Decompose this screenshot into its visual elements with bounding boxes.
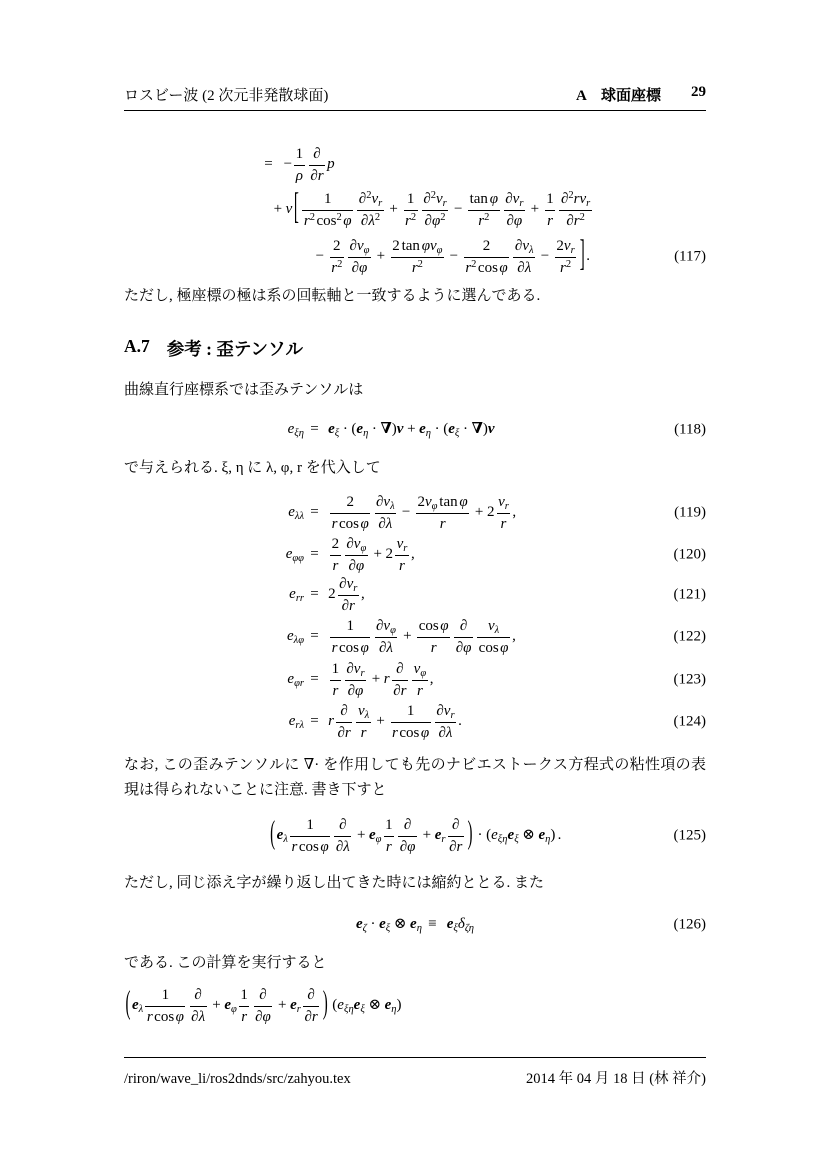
math-rhs: = 2 $\frac{\partial v_r}{\partial r}$ , [310, 575, 365, 614]
header-right [576, 84, 706, 105]
equation-block-119-124 [124, 491, 706, 743]
equation-number: (126) [673, 916, 706, 933]
math-lhs: $e_{\varphi r}$ [287, 671, 304, 690]
equation-124 [124, 701, 706, 743]
math-expression: ( $e_\lambda$ $\frac{1}{\text{r cos φ}}$ $\frac{\partial}{\partial\lambda}$ + $e_\varphi$ $\frac{1}{r}$ $\frac{\partial}{\partial\varphi}$ + $e_r$ $\frac{\partial}{\partial r}$ ) ( $e_{\xi\eta}$ $e_\xi$ ⊗ $e_\eta$ ) [125, 986, 402, 1025]
math-expression: + ν [ $\frac{1}{r^2 \cos^2 \varphi}$ $\frac{\partial^2v_r}{\partial\lambda^2}$ + $\frac{1}{r^2}$ $\frac{\partial^2v_r}{\partial\varphi^2}$ − $\frac{\text{tan φ}}{r^2}$ $\frac{\partial v_r}{\partial\varphi}$ + $\frac{1}{r}$ $\frac{\partial^2rv_r}{\partial r^2}$ [273, 188, 591, 229]
equation-number: (119) [674, 504, 706, 521]
equation-125-line [124, 812, 706, 860]
math-lhs: $e_{\lambda\varphi}$ [286, 628, 304, 647]
math-expression: − $\frac{2}{r^2}$ $\frac{\partial v_\varphi}{\partial\varphi}$ + $\frac{2 \tan \varphi v_\varphi}{r^2}$ − $\frac{2}{r^2 \cos \varphi}$ $\frac{\partial v_\lambda}{\partial\lambda}$ − $\frac{2v_r}{r^2}$ ] . [315, 235, 591, 276]
equation-118-line [124, 416, 706, 444]
math-expression: = − $\frac{1}{\rho}$ $\frac{\partial}{\partial r}$ p [264, 145, 335, 184]
math-lhs: $e_{r\lambda}$ [288, 713, 304, 732]
math-lhs: $e_{rr}$ [289, 586, 304, 605]
header-section-title: A 球面座標 [575, 88, 661, 104]
equation-117 [124, 144, 706, 280]
math-lhs: $e_{\varphi\varphi}$ [285, 546, 304, 565]
math-lhs: $e_{\xi\eta}$ [287, 421, 304, 440]
section-number: A.7 [124, 336, 150, 356]
equation-number: (125) [673, 827, 706, 844]
math-rhs: = $e_\xi$ · ( $e_\eta$ · ∇ ) v + $e_\eta$ · ( $e_\xi$ · ∇ ) v [310, 421, 495, 440]
paragraph-after-118: で与えられる. ξ, η に λ, φ, r を代入して [124, 460, 381, 476]
paragraph-after-117: ただし, 極座標の極は系の回転軸と一致するように選んである. [124, 288, 541, 304]
equation-number: (120) [673, 546, 706, 563]
equation-118 [124, 416, 706, 444]
equation-125 [124, 812, 706, 860]
equation-120 [124, 535, 706, 575]
math-rhs: = $\frac{2}{r}$ $\frac{\partial v_\varphi}{\partial\varphi}$ + 2 $\frac{v_r}{r}$ , [310, 535, 415, 574]
header-page-number: 29 [691, 84, 706, 100]
equation-126 [124, 911, 706, 939]
equation-number: (123) [673, 671, 706, 688]
math-rhs: = $\frac{1}{r}$ $\frac{\partial v_r}{\partial\varphi}$ + r $\frac{\partial}{\partial r}$ $\frac{v_\varphi}{r}$ , [310, 660, 434, 699]
equation-121 [124, 575, 706, 615]
paragraph-after-126: である. この計算を実行すると [124, 955, 327, 971]
math-rhs: = $\frac{1}{\text{r cos φ}}$ $\frac{\partial v_\varphi}{\partial\lambda}$ + $\frac{\text{cos φ}}{r}$ $\frac{\partial}{\partial\varphi}$ $\frac{v_\lambda}{\text{cos φ}}$ , [310, 617, 516, 656]
header-left-title: ロスビー波 (2 次元非発散球面) [124, 88, 329, 104]
math-expression: ( $e_\lambda$ $\frac{1}{\text{r cos φ}}$ $\frac{\partial}{\partial\lambda}$ + $e_\varphi$ $\frac{1}{r}$ $\frac{\partial}{\partial\varphi}$ + $e_r$ $\frac{\partial}{\partial r}$ ) · ( $e_{\xi\eta}$ $e_\xi$ ⊗ $e_\eta$ ) . [270, 816, 562, 855]
paragraph-before-125: なお, この歪みテンソルに ∇· を作用しても先のナビエストークス方程式の粘性項の表現は得られないことに注意. 書き下すと [124, 757, 706, 798]
equation-117-line-2 [124, 186, 706, 234]
page-header [124, 84, 706, 111]
page-footer [124, 1057, 706, 1088]
equation-number: (124) [673, 713, 706, 730]
math-lhs: $e_{\lambda\lambda}$ [288, 504, 304, 523]
equation-number: (121) [673, 586, 706, 603]
math-rhs: = $\frac{2}{\text{r cos φ}}$ $\frac{\partial v_\lambda}{\partial\lambda}$ − $\frac{2v_\varphi \tan \varphi}{r}$ + 2 $\frac{v_r}{r}$ , [310, 493, 517, 532]
equation-119 [124, 491, 706, 535]
equation-untagged-line [124, 982, 706, 1030]
equation-126-line [124, 911, 706, 939]
paragraph-before-126: ただし, 同じ添え字が繰り返し出てきた時には縮約ととる. また [124, 875, 545, 891]
equation-117-line-1 [124, 144, 706, 186]
section-title: 参考 : 歪テンソル [166, 339, 303, 359]
math-rhs: = r $\frac{\partial}{\partial r}$ $\frac{v_\lambda}{r}$ + $\frac{1}{\text{r cos φ}}$ $\frac{\partial v_r}{\partial\lambda}$ . [310, 702, 462, 741]
paragraph-before-118: 曲線直行座標系では歪みテンソルは [124, 382, 364, 398]
equation-122 [124, 615, 706, 659]
equation-number: (117) [674, 248, 706, 265]
footer-file-path: /riron/wave_li/ros2dnds/src/zahyou.tex [124, 1071, 351, 1087]
equation-number: (122) [673, 628, 706, 645]
math-expression: $e_\zeta$ · $e_\xi$ ⊗ $e_\eta$ ≡ $e_\xi$ $\delta_{\zeta\eta}$ [355, 916, 475, 935]
section-heading-a7 [124, 336, 706, 361]
equation-117-line-3 [124, 234, 706, 280]
equation-123 [124, 659, 706, 701]
equation-number: (118) [674, 421, 706, 438]
footer-date-author: 2014 年 04 月 18 日 (林 祥介) [525, 1071, 706, 1087]
equation-untagged [124, 982, 706, 1030]
